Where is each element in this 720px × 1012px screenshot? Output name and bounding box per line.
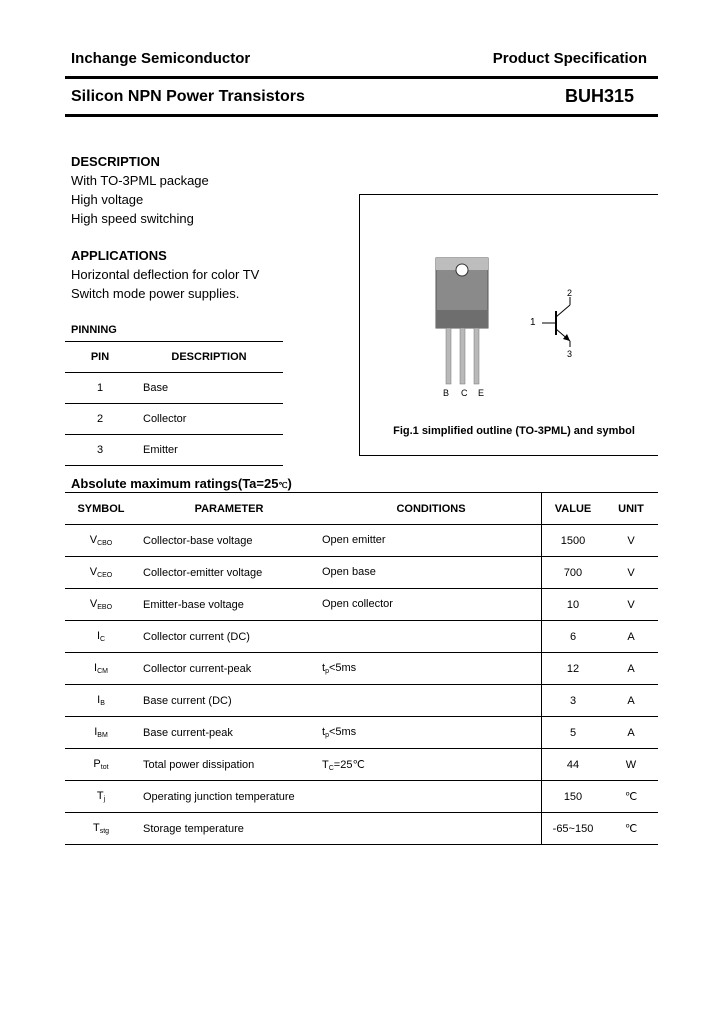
symbol-cell [65,621,137,653]
condition-text: t [322,726,326,738]
npn-symbol-icon [530,285,590,355]
conditions-cell [322,717,542,749]
condition-text: t [322,662,326,674]
mounting-hole [456,264,468,276]
applications-item: Switch mode power supplies. [71,286,240,301]
symbol-letter: I [94,662,98,674]
conditions-cell [322,781,542,813]
symbol-pin-2: 2 [567,288,573,298]
unit-cell: V [604,525,658,557]
header-rule-top [65,76,658,79]
table-row [65,557,658,589]
unit-cell: ℃ [604,813,658,845]
description-col-header: DESCRIPTION [135,342,283,373]
pinning-title: PINNING [71,324,117,336]
symbol-subscript: C [100,636,106,643]
condition-subscript: C [328,764,334,772]
table-row [65,435,283,466]
table-row [65,589,658,621]
symbol-cell [65,781,137,813]
conditions-cell [322,525,542,557]
conditions-cell [322,653,542,685]
pin-number: 3 [65,435,135,466]
ratings-header-row [65,493,658,525]
table-row [65,404,283,435]
conditions-cell [322,813,542,845]
value-cell: 44 [542,749,605,781]
value-cell: 6 [542,621,605,653]
condition-subscript: p [325,668,329,675]
symbol-col-header: SYMBOL [65,493,137,525]
symbol-cell [65,653,137,685]
condition-rest: <5ms [328,662,357,674]
symbol-cell [65,589,137,621]
symbol-cell [65,717,137,749]
ratings-body [65,525,658,845]
parameter-cell: Base current-peak [137,717,322,749]
table-row [65,685,658,717]
figure-caption: Fig.1 simplified outline (TO-3PML) and symbol [393,425,635,437]
symbol-letter: V [89,566,98,578]
unit-col-header: UNIT [604,493,658,525]
conditions-cell [322,557,542,589]
part-number: BUH315 [564,86,634,106]
parameter-col-header: PARAMETER [137,493,322,525]
description-item: High voltage [71,192,144,207]
leg-label-c: C [461,388,468,398]
symbol-letter: V [89,534,98,546]
value-cell: -65~150 [542,813,605,845]
symbol-letter: I [94,726,98,738]
value-cell: 150 [542,781,605,813]
symbol-cell [65,557,137,589]
table-row [65,717,658,749]
condition-rest: =25℃ [333,758,365,771]
pin-number: 2 [65,404,135,435]
conditions-cell [322,589,542,621]
ratings-title-unit: ℃ [278,481,288,490]
unit-cell: A [604,717,658,749]
ratings-table [65,492,658,845]
parameter-cell: Emitter-base voltage [137,589,322,621]
unit-cell: ℃ [604,781,658,813]
description-item: With TO-3PML package [71,173,209,188]
parameter-cell: Storage temperature [137,813,322,845]
symbol-letter: T [96,790,104,802]
ratings-title [71,476,292,491]
document-title: Silicon NPN Power Transistors [71,88,305,105]
pin-col-header: PIN [65,342,135,373]
table-row [65,813,658,845]
emitter-arrow-icon [563,334,570,341]
table-row [65,525,658,557]
parameter-cell: Collector current (DC) [137,621,322,653]
parameter-cell: Collector-emitter voltage [137,557,322,589]
leg-label-e: E [478,388,485,398]
symbol-cell [65,749,137,781]
condition-text: Open emitter [322,534,386,546]
value-cell: 3 [542,685,605,717]
applications-title: APPLICATIONS [71,248,167,263]
condition-text: T [322,758,329,771]
symbol-subscript: BM [97,732,108,739]
symbol-subscript: EBO [97,604,113,611]
lead-collector [460,328,465,384]
lead-base [446,328,451,384]
pinning-header-row [65,342,283,373]
pin-description: Emitter [135,435,283,466]
parameter-cell: Base current (DC) [137,685,322,717]
collector-line [556,305,570,317]
value-cell: 1500 [542,525,605,557]
package-outline-image [420,250,510,400]
symbol-subscript: CBO [97,540,113,547]
parameter-cell: Collector current-peak [137,653,322,685]
pin-number: 1 [65,373,135,404]
spec-label: Product Specification [492,50,647,67]
company-name: Inchange Semiconductor [71,50,251,67]
header-rule-bottom [65,114,658,117]
unit-cell: V [604,557,658,589]
conditions-col-header: CONDITIONS [322,493,542,525]
conditions-cell [322,749,542,781]
symbol-cell [65,525,137,557]
unit-cell: W [604,749,658,781]
pin-description: Collector [135,404,283,435]
symbol-subscript: tot [100,764,109,771]
table-row [65,653,658,685]
condition-subscript: p [325,732,329,739]
symbol-letter: I [97,694,101,706]
unit-cell: A [604,685,658,717]
leg-label-b: B [443,388,450,398]
parameter-cell: Total power dissipation [137,749,322,781]
description-title: DESCRIPTION [71,154,160,169]
unit-cell: V [604,589,658,621]
value-cell: 700 [542,557,605,589]
value-cell: 5 [542,717,605,749]
value-cell: 10 [542,589,605,621]
unit-cell: A [604,621,658,653]
symbol-letter: V [89,598,98,610]
symbol-subscript: CEO [97,572,113,579]
symbol-subscript: CM [97,668,108,675]
condition-rest: <5ms [328,726,357,738]
condition-text: Open base [322,566,376,578]
value-col-header: VALUE [542,493,605,525]
package-bottom [436,310,488,328]
table-row [65,621,658,653]
ratings-title-close: ) [287,476,292,491]
table-row [65,373,283,404]
value-cell: 12 [542,653,605,685]
parameter-cell: Collector-base voltage [137,525,322,557]
applications-item: Horizontal deflection for color TV [71,267,260,282]
symbol-cell [65,813,137,845]
symbol-letter: T [92,822,100,834]
description-item: High speed switching [71,211,194,226]
symbol-letter: I [96,630,100,642]
pin-description: Base [135,373,283,404]
parameter-cell: Operating junction temperature [137,781,322,813]
pinning-table [65,341,283,466]
symbol-pin-3: 3 [567,349,573,359]
lead-emitter [474,328,479,384]
conditions-cell [322,621,542,653]
table-row [65,749,658,781]
condition-text: Open collector [322,598,393,610]
symbol-letter: P [93,758,101,770]
table-row [65,781,658,813]
symbol-subscript: stg [99,828,110,835]
symbol-pin-1: 1 [530,317,536,328]
symbol-subscript: B [100,700,105,707]
symbol-subscript: j [103,796,106,803]
ratings-title-text: Absolute maximum ratings(Ta=25 [71,476,279,491]
unit-cell: A [604,653,658,685]
symbol-cell [65,685,137,717]
conditions-cell [322,685,542,717]
